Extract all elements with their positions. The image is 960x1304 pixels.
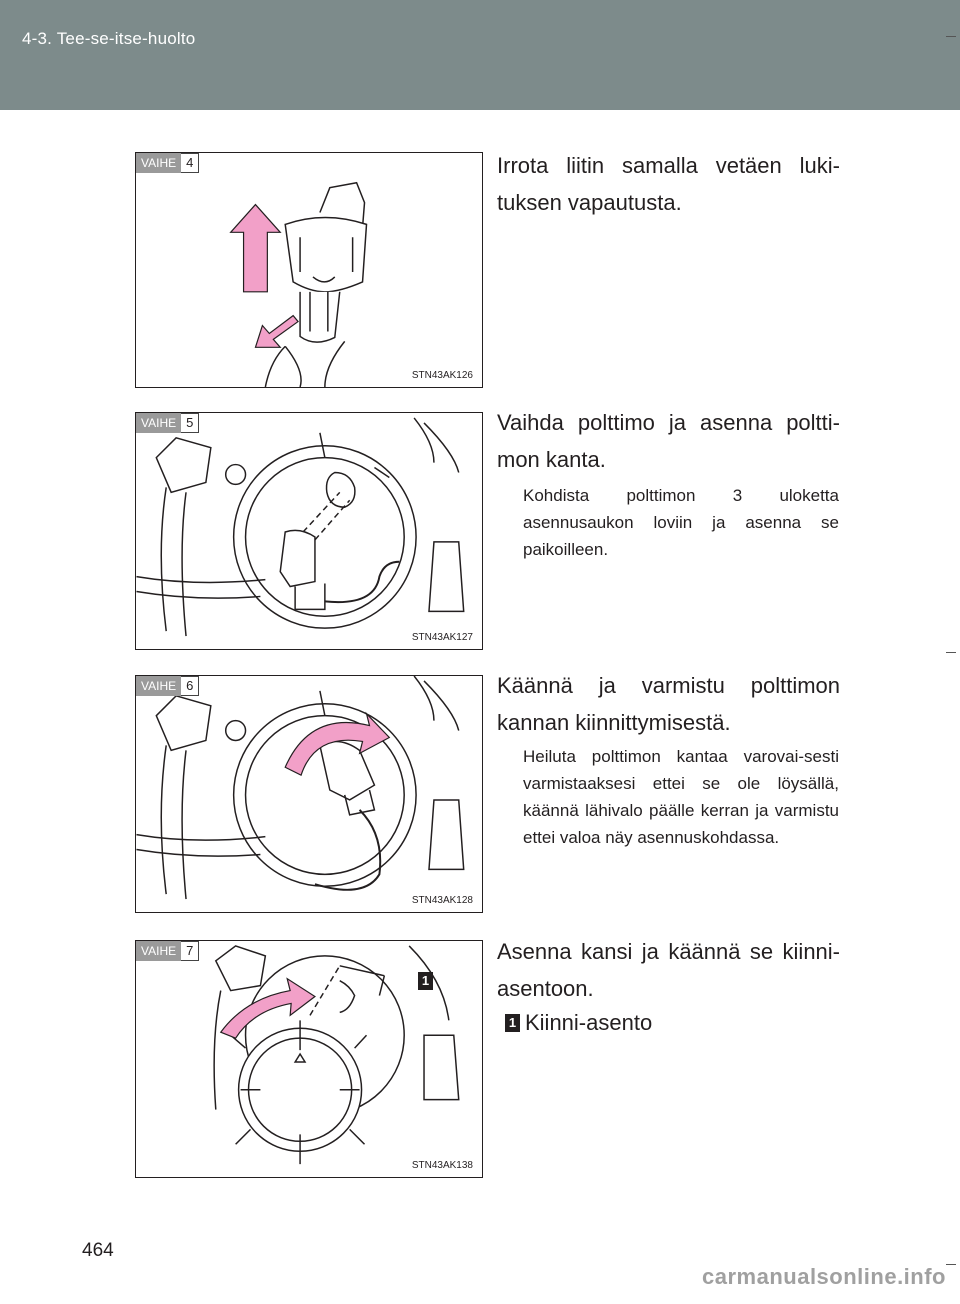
step-tag [136, 676, 199, 696]
figure-code: STN43AK128 [411, 895, 473, 906]
figure-code: STN43AK126 [411, 370, 473, 381]
step-number: 5 [181, 413, 199, 433]
step-tag [136, 153, 199, 173]
crop-mark [946, 36, 956, 37]
step-label: VAIHE [136, 413, 181, 433]
figure-step-5 [135, 412, 483, 650]
bulb-connector-illustration [136, 153, 482, 387]
step-5-heading: Vaihda polttimo ja asenna poltti-mon kanta. [497, 410, 840, 472]
crop-mark [946, 1264, 956, 1265]
step-label: VAIHE [136, 676, 181, 696]
step-label: VAIHE [136, 941, 181, 961]
step-number: 6 [181, 676, 199, 696]
legend-item [505, 1010, 652, 1036]
step-7-heading: Asenna kansi ja käännä se kiinni-asentoon. [497, 939, 840, 1001]
step-label: VAIHE [136, 153, 181, 173]
page-number: 464 [82, 1240, 114, 1261]
step-number: 4 [181, 153, 199, 173]
step-4-heading: Irrota liitin samalla vetäen luki-tuksen vapautusta. [497, 153, 840, 215]
legend-badge: 1 [505, 1014, 520, 1032]
bulb-replacement-illustration [136, 413, 482, 649]
section-title: 4-3. Tee-se-itse-huolto [22, 29, 196, 48]
figure-code: STN43AK127 [411, 632, 473, 643]
bulb-rotate-illustration [136, 676, 482, 912]
callout-badge: 1 [418, 972, 433, 990]
figure-step-4 [135, 152, 483, 388]
step-5-note: Kohdista polttimon 3 uloketta asennusaukon loviin ja asenna se paikoilleen. [523, 486, 839, 559]
page-header [0, 0, 960, 110]
crop-mark [946, 652, 956, 653]
step-6-heading: Käännä ja varmistu polttimon kannan kiinnittymisestä. [497, 673, 840, 735]
step-6-note: Heiluta polttimon kantaa varovai-sesti varmistaaksesi ettei se ole löysällä, käännä lähivalo päälle kerran ja varmistu ettei valoa näy asennuskohdassa. [523, 747, 839, 847]
step-tag [136, 941, 199, 961]
step-tag [136, 413, 199, 433]
legend-label: Kiinni-asento [525, 1010, 653, 1035]
step-number: 7 [181, 941, 199, 961]
footer-watermark: carmanualsonline.info [702, 1264, 946, 1289]
figure-step-6 [135, 675, 483, 913]
figure-code: STN43AK138 [411, 1160, 473, 1171]
